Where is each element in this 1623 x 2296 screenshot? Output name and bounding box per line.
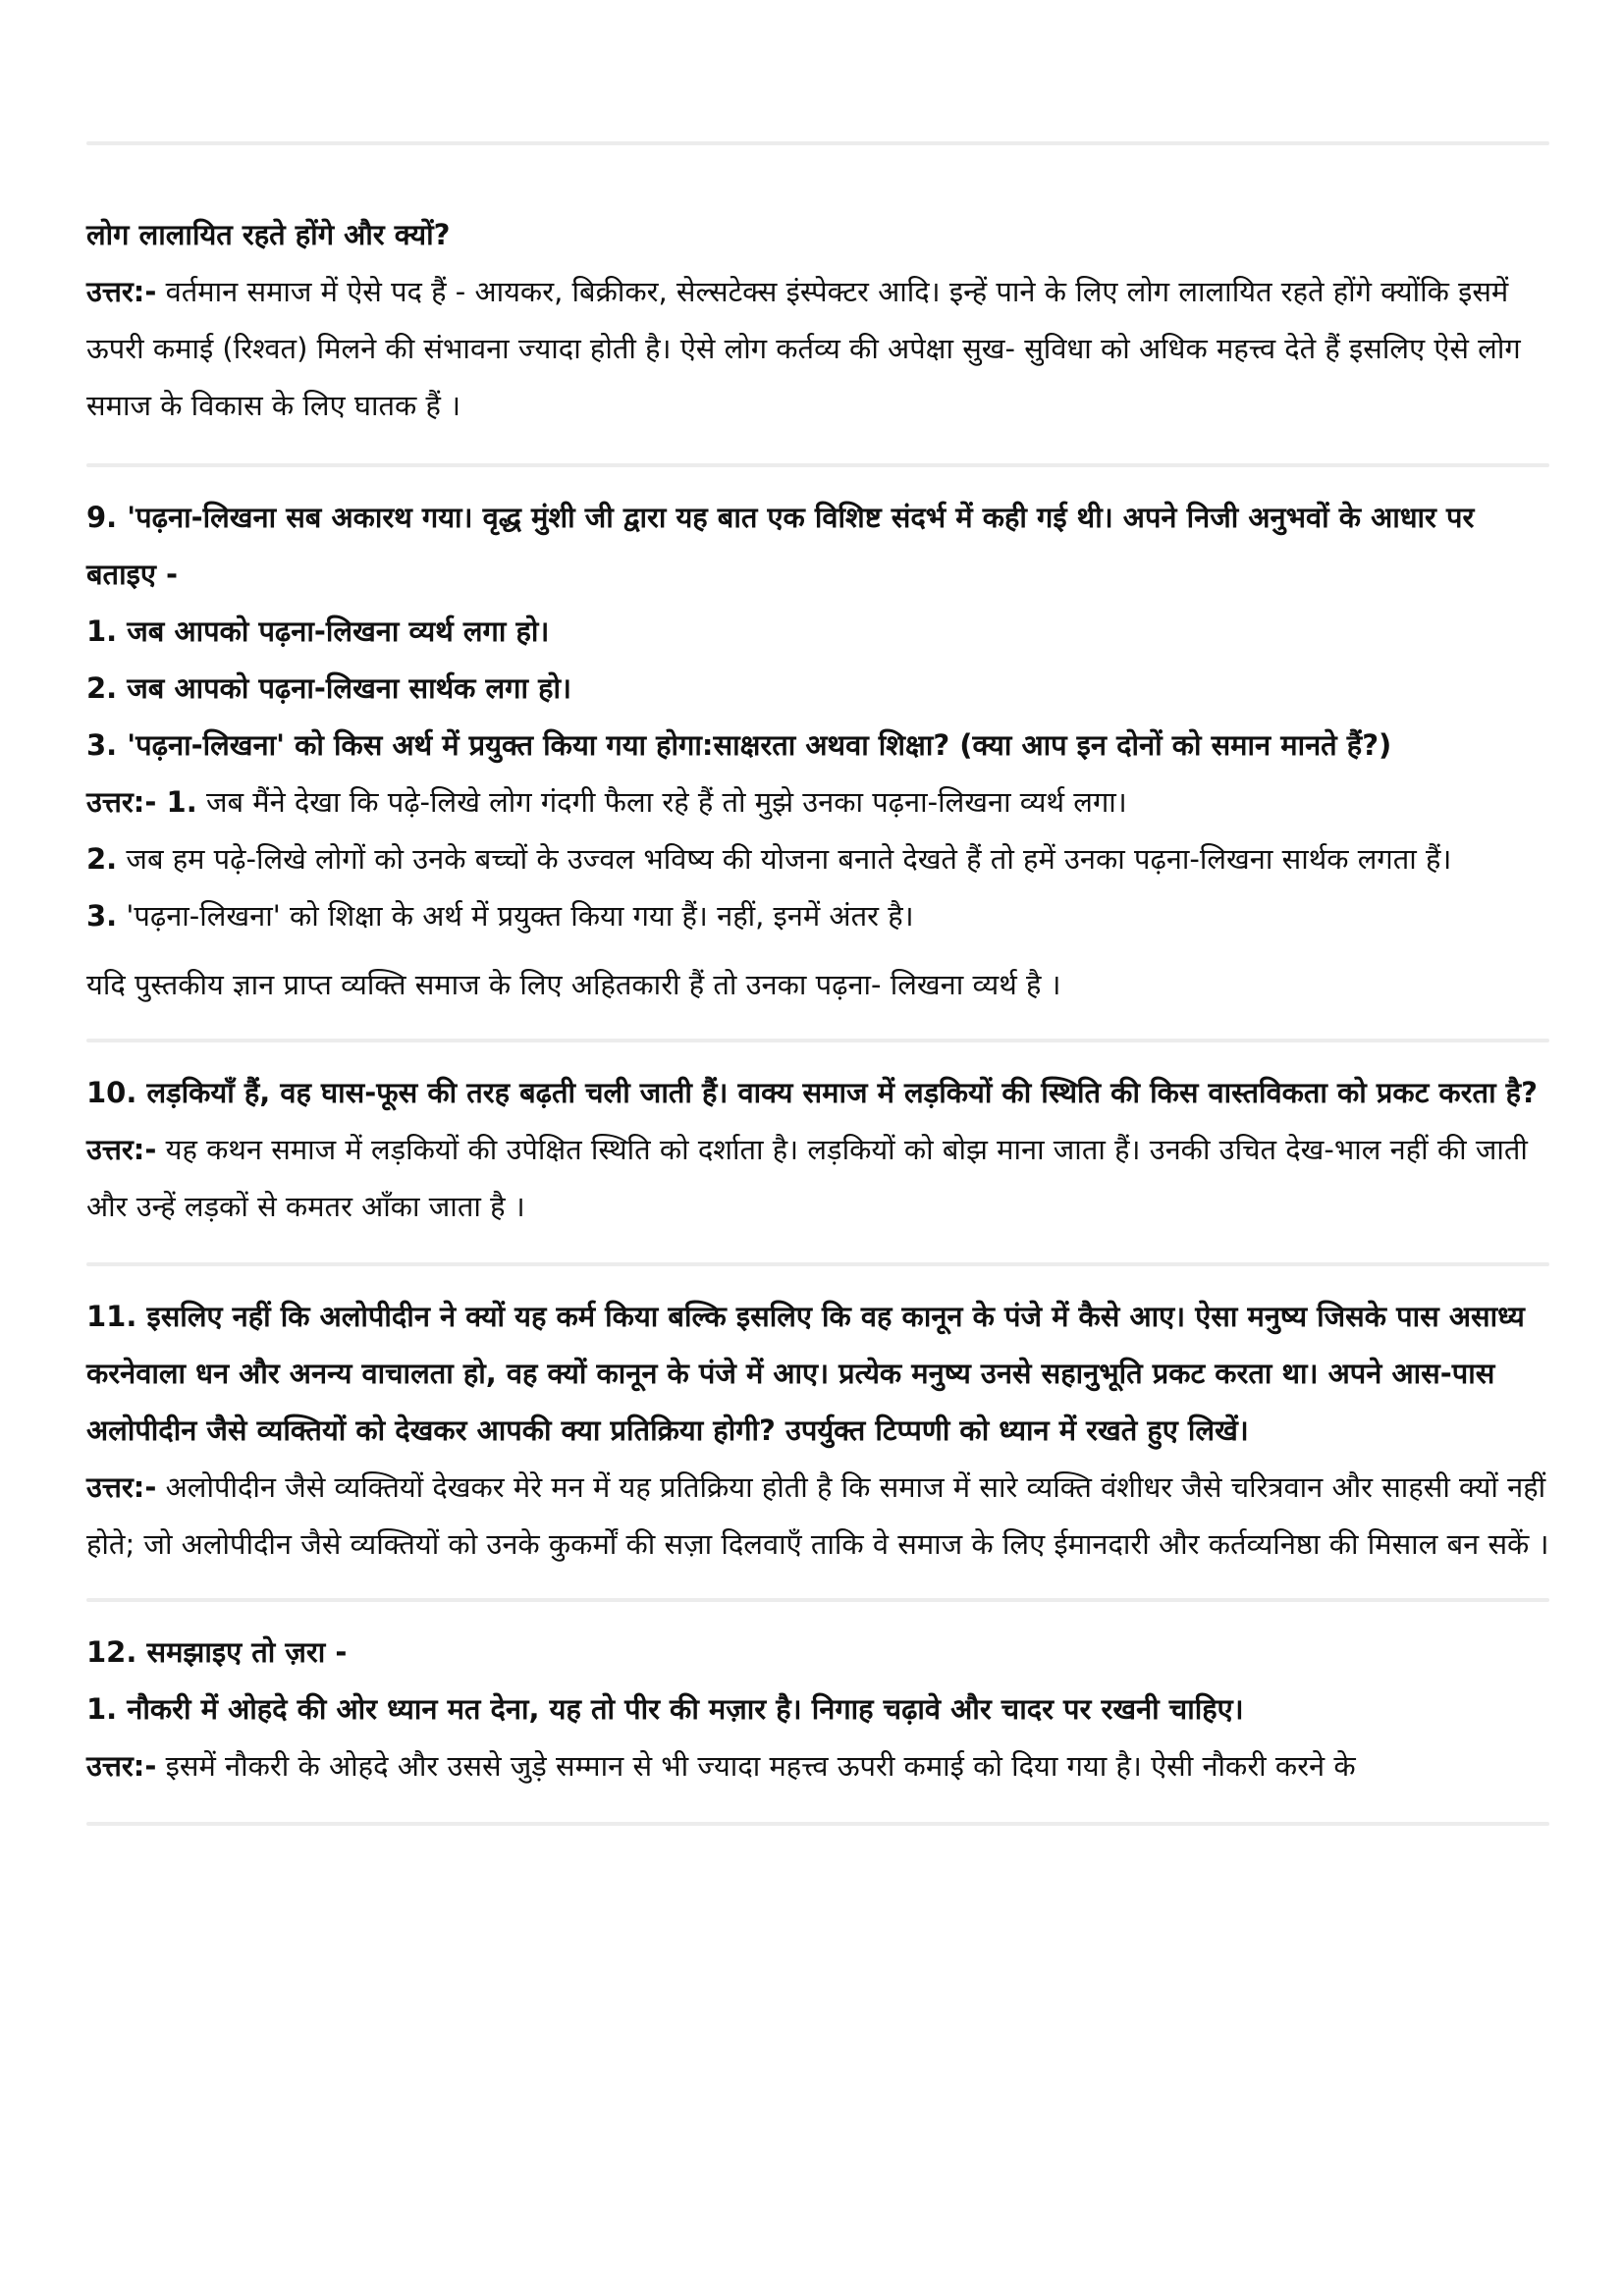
answer-9-part-2: [86, 830, 1549, 887]
answer-8-text: वर्तमान समाज में ऐसे पद हैं - आयकर, बिक्रीकर, सेल्सटेक्स इंस्पेक्टर आदि। इन्हें पाने के लिए लोग लालायित रहते होंगे क्योंकि इसमें ऊपरी कमाई (रिश्वत) मिलने की संभावना ज्यादा होती है। ऐसे लोग कर्तव्य की अपेक्षा सुख- सुविधा को अधिक महत्त्व देते हैं इसलिए ऐसे लोग समाज के विकास के लिए घातक हैं ।: [86, 275, 1521, 422]
question-8-block: [86, 206, 1549, 434]
answer-12: [86, 1737, 1549, 1794]
divider: [86, 141, 1549, 145]
question-12-block: [86, 1624, 1549, 1794]
divider: [86, 463, 1549, 467]
divider: [86, 1262, 1549, 1266]
answer-9-note: यदि पुस्तकीय ज्ञान प्राप्त व्यक्ति समाज के लिए अहितकारी हैं तो उनका पढ़ना- लिखना व्यर्थ है ।: [86, 968, 1061, 1001]
question-11-block: [86, 1288, 1549, 1573]
question-10-block: [86, 1064, 1549, 1235]
question-12-sub-1: 1. नौकरी में ओहदे की ओर ध्यान मत देना, यह तो पीर की मज़ार है। निगाह चढ़ावे और चादर पर रखनी चाहिए।: [86, 1692, 1244, 1726]
answer-12-text: इसमें नौकरी के ओहदे और उससे जुड़े सम्मान से भी ज्यादा महत्त्व ऊपरी कमाई को दिया गया है। ऐसी नौकरी करने के: [156, 1749, 1356, 1783]
answer-9-text-1: जब मैंने देखा कि पढ़े-लिखे लोग गंदगी फैला रहे हैं तो मुझे उनका पढ़ना-लिखना व्यर्थ लगा।: [196, 785, 1127, 819]
question-10-text: 10. लड़कियाँ हैं, वह घास-फूस की तरह बढ़ती चली जाती हैं। वाक्य समाज में लड़कियों की स्थिति की किस वास्तविकता को प्रकट करता है?: [86, 1076, 1538, 1109]
question-8-tail: लोग लालायित रहते होंगे और क्यों?: [86, 218, 451, 251]
answer-10-text: यह कथन समाज में लड़कियों की उपेक्षित स्थिति को दर्शाता है। लड़कियों को बोझ माना जाता हैं। उनकी उचित देख-भाल नहीं की जाती और उन्हें लड़कों से कमतर आँका जाता है ।: [86, 1133, 1528, 1223]
answer-10: [86, 1121, 1549, 1235]
answer-9-text-3: 'पढ़ना-लिखना' को शिक्षा के अर्थ में प्रयुक्त किया गया हैं। नहीं, इनमें अंतर है।: [117, 899, 914, 933]
divider: [86, 1598, 1549, 1602]
answer-9-num-3: 3.: [86, 899, 118, 933]
answer-label: उत्तर:-: [86, 1749, 157, 1783]
answer-11-text: अलोपीदीन जैसे व्यक्तियों देखकर मेरे मन में यह प्रतिक्रिया होती है कि समाज में सारे व्यक्ति वंशीधर जैसे चरित्रवान और साहसी क्यों नहीं होते; जो अलोपीदीन जैसे व्यक्तियों को उनके कुकर्मों की सज़ा दिलवाएँ ताकि वे समाज के लिए ईमानदारी और कर्तव्यनिष्ठा की मिसाल बन सकें ।: [86, 1470, 1549, 1561]
question-9-sub-3: 3. 'पढ़ना-लिखना' को किस अर्थ में प्रयुक्त किया गया होगा:साक्षरता अथवा शिक्षा? (क्या आप इन दोनों को समान मानते हैं?): [86, 728, 1392, 762]
question-9-text: 9. 'पढ़ना-लिखना सब अकारथ गया। वृद्ध मुंशी जी द्वारा यह बात एक विशिष्ट संदर्भ में कही गई थी। अपने निजी अनुभवों के आधार पर बताइए -: [86, 501, 1475, 591]
answer-9-part-1: [86, 774, 1549, 830]
answer-9-text-2: जब हम पढ़े-लिखे लोगों को उनके बच्चों के उज्वल भविष्य की योजना बनाते देखते हैं तो हमें उनका पढ़ना-लिखना सार्थक लगता हैं।: [117, 842, 1452, 876]
answer-9-num-2: 2.: [86, 842, 118, 876]
question-11-text: 11. इसलिए नहीं कि अलोपीदीन ने क्यों यह कर्म किया बल्कि इसलिए कि वह कानून के पंजे में कैसे आए। ऐसा मनुष्य जिसके पास असाध्य करनेवाला धन और अनन्य वाचालता हो, वह क्यों कानून के पंजे में आए। प्रत्येक मनुष्य उनसे सहानुभूति प्रकट करता था। अपने आस-पास अलोपीदीन जैसे व्यक्तियों को देखकर आपकी क्या प्रतिक्रिया होगी? उपर्युक्त टिप्पणी को ध्यान में रखते हुए लिखें।: [86, 1300, 1525, 1447]
question-12-text: 12. समझाइए तो ज़रा -: [86, 1635, 348, 1669]
answer-label: उत्तर:-: [86, 275, 157, 308]
answer-label: उत्तर:-: [86, 785, 157, 819]
answer-11: [86, 1459, 1549, 1573]
answer-9-num-1: 1.: [156, 785, 197, 819]
answer-8: [86, 263, 1549, 434]
question-9-block: [86, 489, 1549, 1013]
document-page: [86, 0, 1549, 1826]
divider: [86, 1822, 1549, 1826]
question-9-sub-1: 1. जब आपको पढ़ना-लिखना व्यर्थ लगा हो।: [86, 614, 550, 648]
answer-9-part-3: [86, 887, 1549, 944]
answer-label: उत्तर:-: [86, 1133, 157, 1166]
divider: [86, 1039, 1549, 1042]
question-9-sub-2: 2. जब आपको पढ़ना-लिखना सार्थक लगा हो।: [86, 671, 572, 705]
answer-label: उत्तर:-: [86, 1470, 157, 1504]
